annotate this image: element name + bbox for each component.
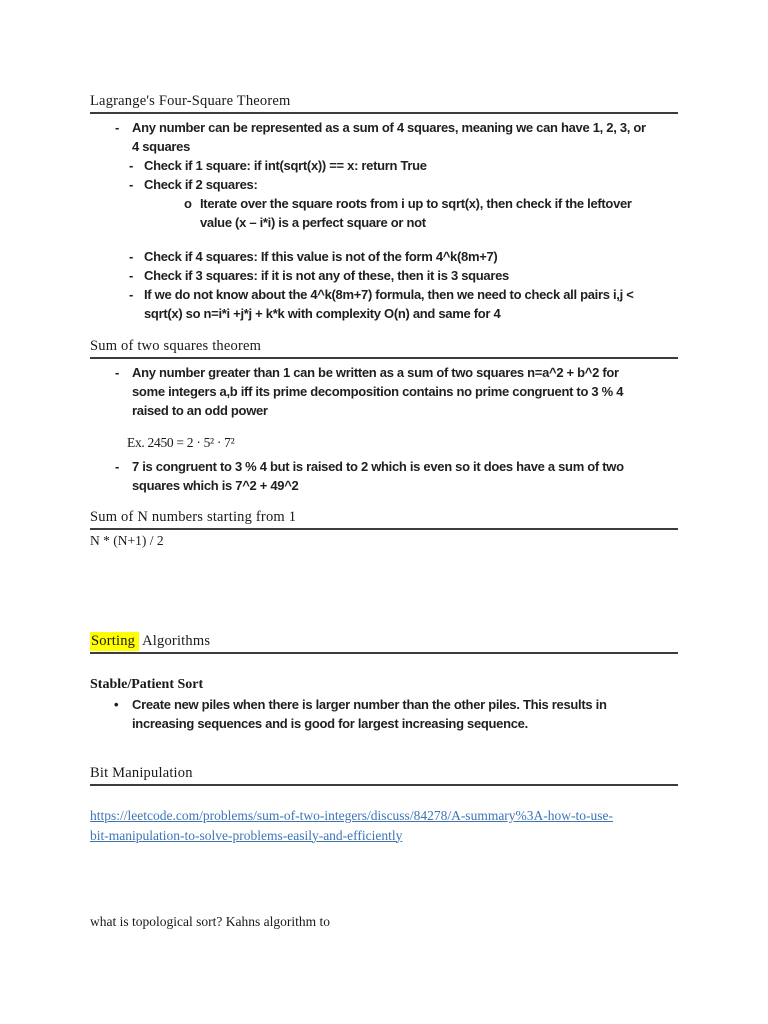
list-item — [90, 156, 678, 175]
two-squares-list — [90, 363, 678, 495]
link-line: bit-manipulation-to-solve-problems-easily-and-efficiently — [90, 827, 403, 843]
text-line: 7 is congruent to 3 % 4 but is raised to 2 which is even so it does have a sum of two — [132, 459, 624, 474]
link-paragraph — [90, 806, 678, 845]
text-line: Check if 2 squares: — [144, 177, 258, 192]
list-item — [90, 175, 678, 194]
list-item — [90, 194, 678, 232]
dash-bullet-marker: - — [129, 287, 134, 302]
list-item — [90, 457, 678, 495]
text-line: Any number greater than 1 can be written as a sum of two squares n=a^2 + b^2 for — [132, 365, 619, 380]
dash-bullet-marker: - — [115, 459, 120, 474]
section-heading-bit-manipulation: Bit Manipulation — [90, 765, 678, 786]
list-item — [90, 695, 678, 733]
dash-bullet-marker: - — [129, 158, 134, 173]
disc-bullet-marker: • — [114, 697, 119, 712]
text-line: value (x – i*i) is a perfect square or not — [200, 215, 426, 230]
text-line: raised to an odd power — [132, 403, 268, 418]
document-page — [90, 93, 678, 931]
closing-note: what is topological sort? Kahns algorithm to — [90, 914, 330, 929]
list-item — [90, 285, 678, 323]
link-line: https://leetcode.com/problems/sum-of-two-integers/discuss/84278/A-summary%3A-how-to-use- — [90, 808, 614, 823]
blank-line — [90, 232, 678, 247]
lagrange-list — [90, 118, 678, 323]
text-line: squares which is 7^2 + 49^2 — [132, 478, 299, 493]
text-line: Check if 4 squares: If this value is not of the form 4^k(8m+7) — [144, 249, 498, 264]
text-line: Check if 1 square: if int(sqrt(x)) == x: return True — [144, 158, 427, 173]
dash-bullet-marker: - — [129, 249, 134, 264]
sorting-list — [90, 695, 678, 733]
formula-text: N * (N+1) / 2 — [90, 533, 164, 548]
heading-text: Algorithms — [142, 633, 211, 649]
text-line: increasing sequences and is good for largest increasing sequence. — [132, 716, 528, 731]
section-heading-lagrange: Lagrange's Four-Square Theorem — [90, 93, 678, 114]
text-line: some integers a,b iff its prime decomposition contains no prime congruent to 3 % 4 — [132, 384, 624, 399]
text-line: Any number can be represented as a sum of 4 squares, meaning we can have 1, 2, 3, or — [132, 120, 646, 135]
dash-bullet-marker: - — [115, 365, 120, 380]
list-item — [90, 118, 678, 156]
text-line: Check if 3 squares: if it is not any of these, then it is 3 squares — [144, 268, 509, 283]
list-item — [90, 266, 678, 285]
leetcode-hyperlink[interactable] — [90, 808, 613, 843]
list-item — [90, 363, 678, 420]
text-line: If we do not know about the 4^k(8m+7) formula, then we need to check all pairs i,j < — [144, 287, 634, 302]
section-heading-sorting — [90, 633, 678, 654]
text-line: 4 squares — [132, 139, 191, 154]
text-line: sqrt(x) so n=i*i +j*j + k*k with complexity O(n) and same for 4 — [144, 306, 501, 321]
list-item — [90, 247, 678, 266]
example-line: Ex. 2450 = 2 · 5² · 7² — [127, 435, 235, 450]
subheading-stable-patient-sort: Stable/Patient Sort — [90, 677, 204, 692]
dash-bullet-marker: - — [115, 120, 120, 135]
highlighted-word: Sorting — [90, 632, 139, 651]
text-line: Create new piles when there is larger number than the other piles. This results in — [132, 697, 607, 712]
circle-bullet-marker: o — [184, 196, 192, 211]
text-line: Iterate over the square roots from i up to sqrt(x), then check if the leftover — [200, 196, 632, 211]
section-heading-two-squares: Sum of two squares theorem — [90, 338, 678, 359]
section-heading-sum-n: Sum of N numbers starting from 1 — [90, 509, 678, 530]
dash-bullet-marker: - — [129, 268, 134, 283]
dash-bullet-marker: - — [129, 177, 134, 192]
